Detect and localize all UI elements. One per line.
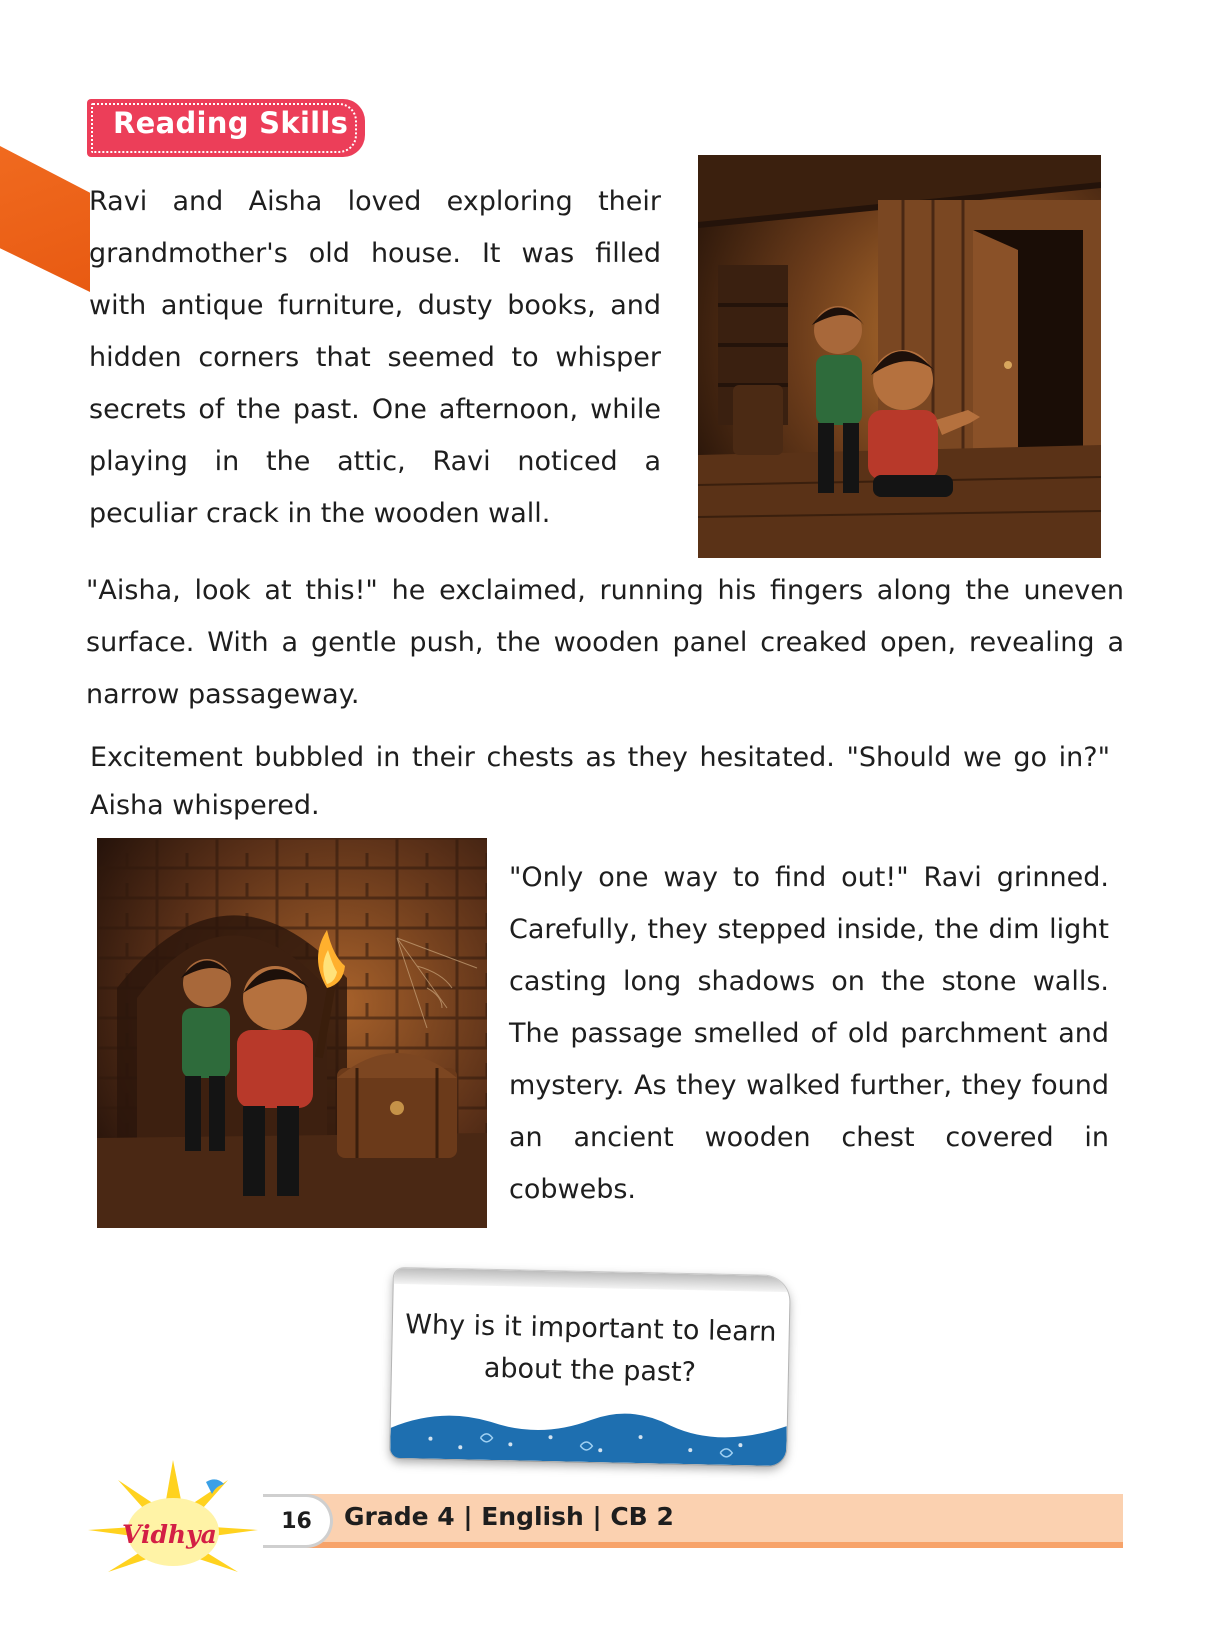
card-top-shade bbox=[394, 1268, 790, 1292]
attic-illustration bbox=[698, 155, 1101, 558]
corner-accent-tab bbox=[0, 146, 90, 292]
page-number: 16 bbox=[263, 1494, 333, 1548]
question-card-body bbox=[390, 1268, 790, 1466]
footer-course-info: Grade 4 | English | CB 2 bbox=[344, 1502, 674, 1531]
tunnel-illustration bbox=[97, 838, 487, 1228]
wave-decoration bbox=[390, 1398, 787, 1466]
story-paragraph-2: "Aisha, look at this!" he exclaimed, running his fingers along the uneven surface. With a gentle push, the wooden panel creaked open, revealing a narrow passageway. bbox=[86, 575, 1124, 710]
logo-text: Vidhya bbox=[122, 1520, 217, 1549]
question-card bbox=[390, 1268, 790, 1466]
story-paragraph-3: Excitement bubbled in their chests as they hesitated. "Should we go in?" Aisha whispered. bbox=[90, 742, 1110, 821]
section-badge bbox=[87, 99, 365, 157]
story-paragraph-1: Ravi and Aisha loved exploring their grandmother's old house. It was filled with antique furniture, dusty books, and hidden corners that seemed to whisper secrets of the past. One afternoon, while playing in the attic, Ravi noticed a peculiar crack in the wooden wall. bbox=[89, 186, 661, 529]
story-paragraph-4: "Only one way to find out!" Ravi grinned. Carefully, they stepped inside, the dim light casting long shadows on the stone walls. The passage smelled of old parchment and mystery. As they walked further, they found an ancient wooden chest covered in cobwebs. bbox=[509, 862, 1109, 1205]
section-title: Reading Skills bbox=[113, 106, 349, 140]
question-text: Why is it important to learn about the past? bbox=[404, 1309, 777, 1389]
